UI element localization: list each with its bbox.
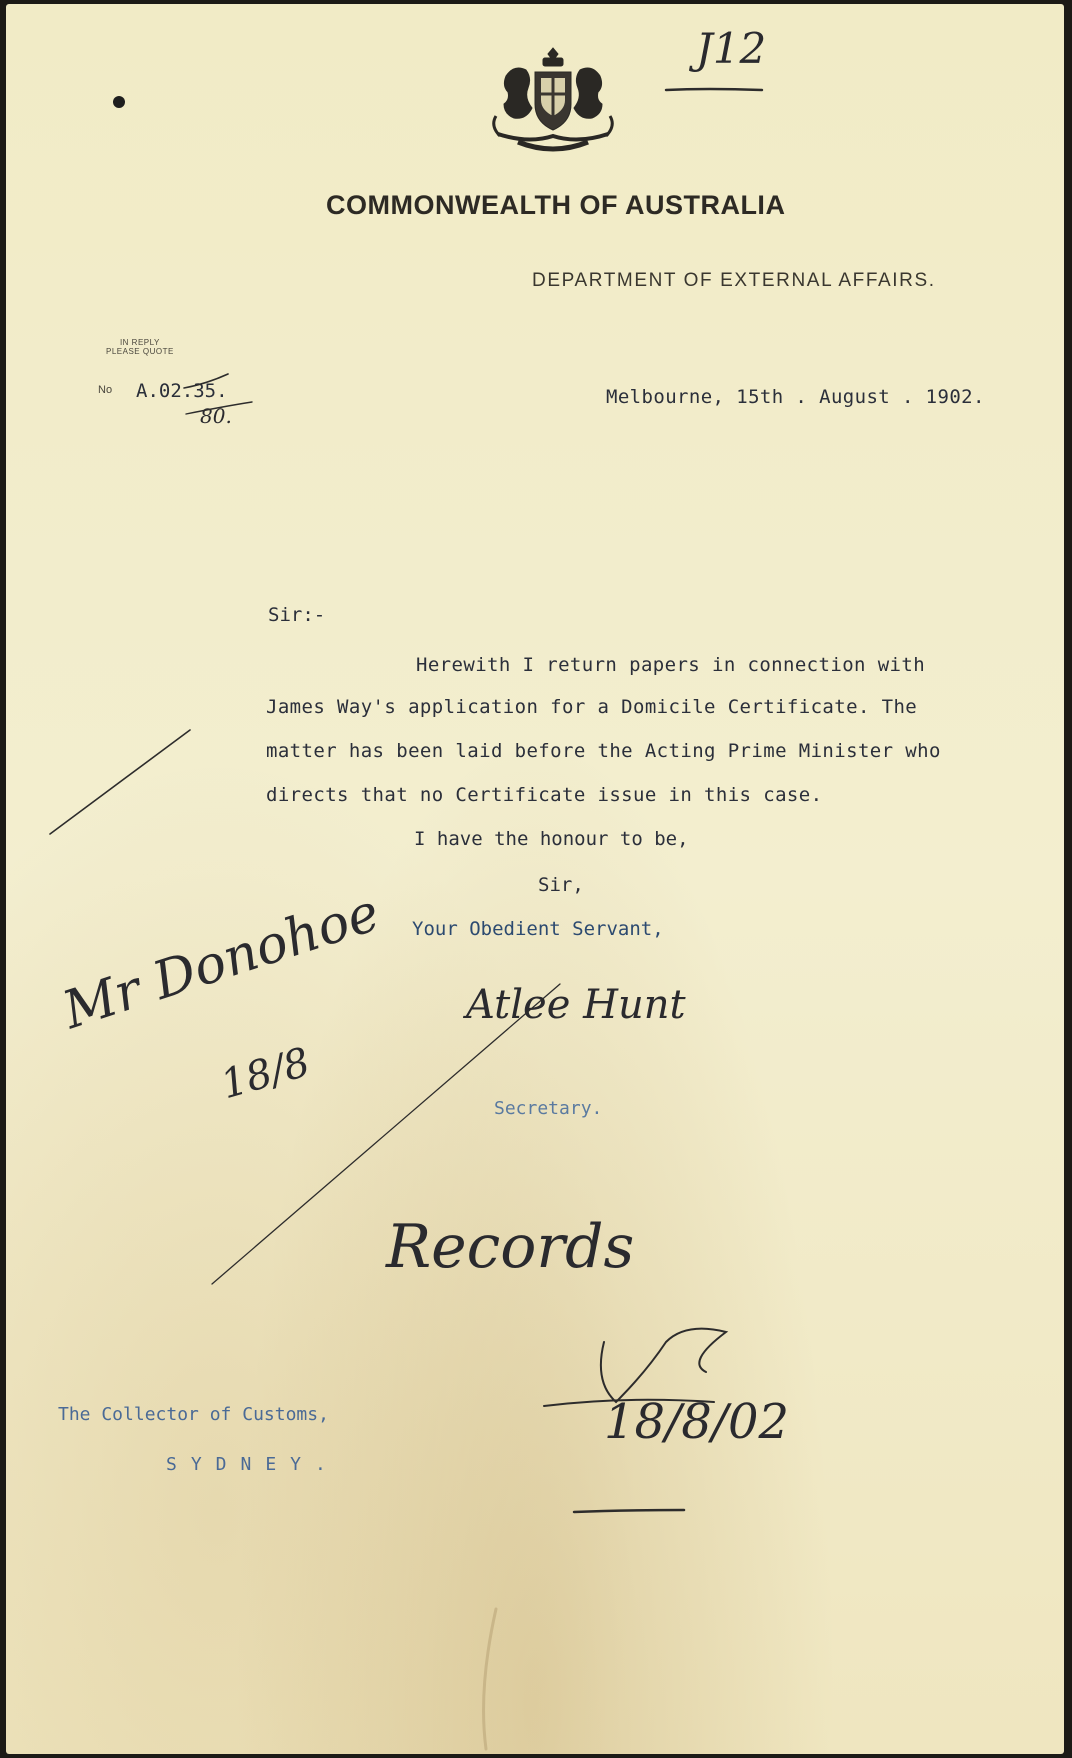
- letter-page: [6, 4, 1064, 1754]
- reference-handwritten: 80.: [200, 404, 232, 428]
- margin-stroke: [50, 730, 190, 834]
- signatory-title: Secretary.: [494, 1098, 603, 1119]
- body-line: matter has been laid before the Acting Prime Minister who: [266, 740, 941, 762]
- body-line: directs that no Certificate issue in this case.: [266, 784, 823, 806]
- secretary-signature: Atlee Hunt: [466, 982, 686, 1028]
- records-annotation: Records: [386, 1212, 635, 1282]
- folio-number: J12: [696, 24, 767, 73]
- reply-label-line2: PLEASE QUOTE: [106, 347, 174, 356]
- folio-underline: [666, 89, 762, 90]
- reply-label-line1: IN REPLY: [119, 338, 160, 347]
- closing-line: Your Obedient Servant,: [412, 918, 664, 940]
- printed-header: COMMONWEALTH OF AUSTRALIA: [326, 190, 786, 220]
- reference-number: A.02.35.: [136, 380, 228, 402]
- date-line: Melbourne, 15th . August . 1902.: [606, 386, 985, 408]
- closing-line: Sir,: [538, 874, 584, 896]
- reference-tick: [184, 374, 228, 388]
- body-line: James Way's application for a Domicile Certificate. The: [266, 696, 918, 718]
- paper-crease: [484, 1609, 496, 1749]
- annotation-addressee-handwritten: Mr Donohoe: [56, 882, 387, 1042]
- records-date: 18/8/02: [604, 1394, 790, 1450]
- diagonal-stroke: [212, 984, 560, 1284]
- annotation-date-handwritten: 18/8: [216, 1039, 316, 1109]
- records-underline: [544, 1400, 714, 1406]
- addressee-line: The Collector of Customs,: [58, 1404, 329, 1425]
- pen-marks: [6, 4, 1064, 1754]
- ink-dot: [113, 96, 125, 108]
- salutation: Sir:-: [268, 604, 326, 626]
- reply-no-label: No: [98, 384, 113, 396]
- closing-line: I have the honour to be,: [414, 828, 689, 850]
- addressee-city: SYDNEY.: [166, 1454, 340, 1475]
- date-underline: [574, 1510, 684, 1512]
- initials-mark: [601, 1329, 726, 1402]
- reference-underline: [186, 402, 252, 414]
- department-heading: DEPARTMENT OF EXTERNAL AFFAIRS.: [532, 270, 936, 291]
- body-line: Herewith I return papers in connection with: [416, 654, 926, 676]
